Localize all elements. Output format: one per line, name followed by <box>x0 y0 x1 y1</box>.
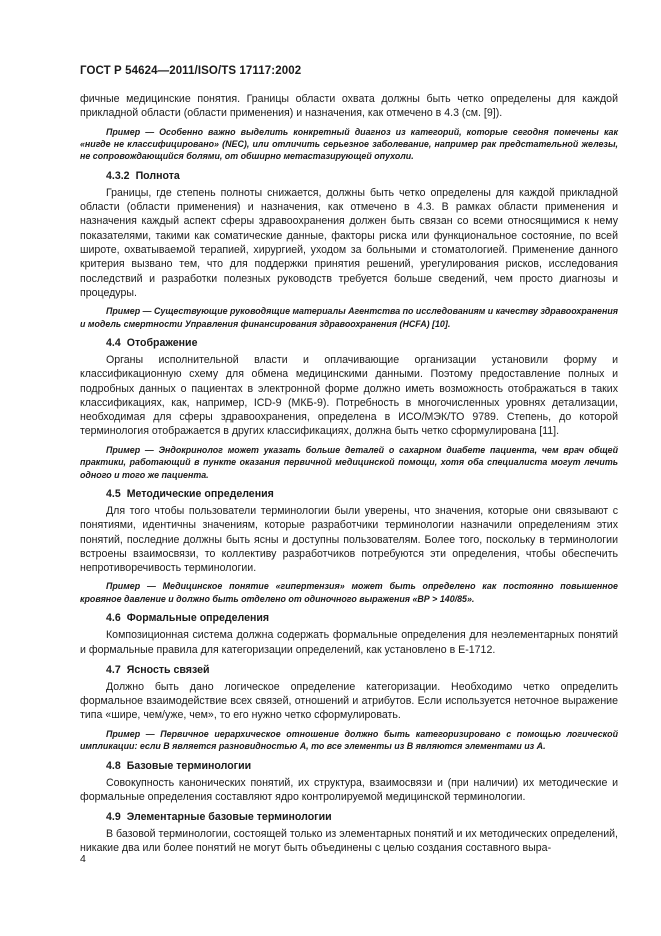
section-heading: 4.3.2 Полнота <box>106 169 180 182</box>
section-heading: 4.8 Базовые терминологии <box>106 759 252 772</box>
page-number: 4 <box>80 853 86 865</box>
section-paragraph: Композиционная система должна содержать формальные определения для неэлементарных понятий и формальные правила для категоризации определений, как установлено в Е-1712. <box>80 629 618 656</box>
section-example: Пример — Первичное иерархическое отношение должно быть категоризировано с помощью логической импликации: если В является разновидностью А, то все элементы из В являются элементами из А. <box>80 728 618 752</box>
section-heading: 4.5 Методические определения <box>106 488 274 500</box>
intro-paragraph: фичные медицинские понятия. Границы области охвата должны быть четко определены для каждой прикладной области (области применения) и назначения, как отмечено в 4.3 (см. [9]). <box>80 93 618 120</box>
section-paragraph: Границы, где степень полноты снижается, должны быть четко определены для каждой прикладной области (области применения) и назначения, как отмечено в 4.3. В рамках области применения и назначения каждый аспект сферы здравоохранения должен быть связан со всеми относящимися к нему показателями, такими как соматические данные, факторы риска или функциональное состояние, по всей широте, охватываемой терапией, хирургией, уходом за больными и стоматологией. Применение данного критерия вызвано тем, что для поддержки принятия решений, урегулирования рисков, исследования последствий и разработки полезных руководств требуется больше сведений, чем просто диагнозы и процедуры. <box>80 186 618 299</box>
section-paragraph: Совокупность канонических понятий, их структура, взаимосвязи и (при наличии) их методические и формальные определения составляют ядро контролируемой медицинской терминологии. <box>80 776 618 803</box>
document-header: ГОСТ Р 54624—2011/ISO/TS 17117:2002 <box>80 65 302 77</box>
page-content <box>80 92 618 856</box>
section-paragraph: Органы исполнительной власти и оплачивающие организации установили форму и классификационную схему для обмена медицинскими данными. Поэтому предоставление полных и подробных данных о пациентах в электронной форме должно иметь возможность отображаться в таких классификациях, как, например, ICD-9 (МКБ-9). Потребность в многочисленных уровнях детализации, необходимая для сферы здравоохранения, определена в ИСО/МЭК/ТО 9789. Степень, до которой терминология отображается в других классификациях, должна быть четко сформулирована [11]. <box>80 354 618 438</box>
section-heading: 4.9 Элементарные базовые терминологии <box>106 811 332 824</box>
section-heading: 4.4 Отображение <box>106 337 198 349</box>
intro-example: Пример — Особенно важно выделить конкретный диагноз из категорий, которые сегодня помечены как «нигде не классифицировано» (NEC), или отличить серьезное заболевание, например рак предстательной железы, не сопровождающийся болями, от обширно метастазирующей опухоли. <box>80 126 618 162</box>
section-heading: 4.6 Формальные определения <box>106 612 270 625</box>
section-paragraph: Должно быть дано логическое определение категоризации. Необходимо четко определить формальное взаимодействие всех связей, отношений и атрибутов. Если используется неточное выражение типа «шире, чем/уже, чем», то его нужно четко сформулировать. <box>80 680 618 722</box>
section-example: Пример — Существующие руководящие материалы Агентства по исследованиям и качеству здравоохранения и модель смертности Управления финансирования здравоохранения (HCFA) [10]. <box>80 306 618 329</box>
section-example: Пример — Медицинское понятие «гипертензия» может быть определено как постоянно повышенное кровяное давление и должно быть отделено от одиночного выражения «ВР > 140/85». <box>80 581 618 604</box>
section-paragraph: Для того чтобы пользователи терминологии были уверены, что значения, которые они связывают с понятиями, идентичны значениям, которые разработчики терминологии назначили определениям этих понятий, последние должны быть ясны и доступны пользователям. Более того, поскольку в терминологии встроены взаимосвязи, то коллективу разработчиков потребуются эти определения, чтобы обеспечить непротиворечивость терминологии. <box>80 505 618 575</box>
section-example: Пример — Эндокринолог может указать больше деталей о сахарном диабете пациента, чем врач общей практики, работающий в пункте оказания первичной медицинской помощи, хотя оба специалиста могут лечить одного и того же пациента. <box>80 444 618 480</box>
section-paragraph: В базовой терминологии, состоящей только из элементарных понятий и их методических определений, никакие два или более понятий не могут быть объединены с целью создания составного выра- <box>80 828 618 855</box>
section-heading: 4.7 Ясность связей <box>106 663 210 676</box>
